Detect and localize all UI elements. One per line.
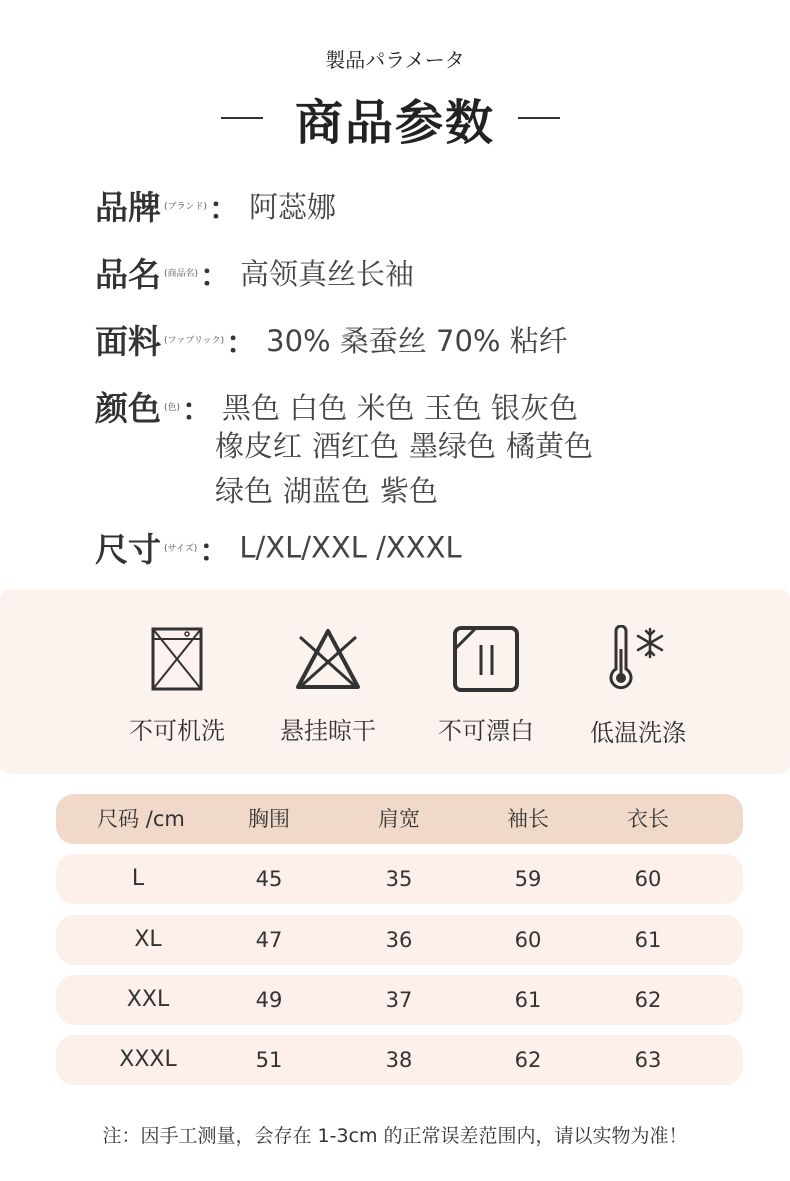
care-label: 不可漂白 (438, 717, 534, 745)
table-header-cell: 袖长 (507, 807, 549, 831)
low-temperature-icon (604, 625, 672, 695)
param-color-label: 颜色 (95, 389, 161, 428)
param-color-line-2 (215, 424, 603, 465)
param-color-colon: ： (182, 392, 213, 428)
param-color (95, 383, 578, 430)
table-header-cell: 肩宽 (378, 807, 420, 831)
param-color-line-3 (215, 469, 448, 510)
param-size-colon: ： (199, 533, 230, 569)
color-option: 白色 (289, 391, 348, 425)
color-option: 湖蓝色 (283, 474, 371, 508)
table-cell: 45 (255, 867, 283, 891)
care-label: 悬挂晾干 (280, 717, 376, 745)
param-size (95, 524, 462, 571)
param-name-small: (商品名) (164, 269, 199, 279)
param-name-colon: ： (200, 258, 231, 294)
color-option: 绿色 (215, 474, 274, 508)
page-subtitle: 製品パラメータ (325, 48, 465, 72)
table-cell: 62 (514, 1048, 542, 1072)
size-table-header (56, 794, 743, 844)
table-cell-size: XXXL (119, 1047, 177, 1072)
table-row (56, 854, 743, 904)
table-header-cell: 胸围 (248, 807, 290, 831)
table-cell: 62 (634, 988, 662, 1012)
color-option: 紫色 (380, 474, 439, 508)
care-item-hang-dry (248, 625, 408, 746)
param-fabric-label: 面料 (95, 322, 161, 361)
param-color-line-1 (222, 391, 578, 425)
table-cell: 51 (255, 1048, 283, 1072)
param-name-value: 高领真丝长袖 (240, 257, 415, 291)
table-row (56, 1035, 743, 1085)
care-item-low-temperature (558, 625, 718, 748)
table-cell: 59 (514, 867, 542, 891)
color-option: 黑色 (222, 391, 281, 425)
param-brand (95, 182, 336, 229)
table-header-cell: 衣长 (627, 807, 669, 831)
param-name-label: 品名 (95, 255, 161, 294)
table-cell: 61 (514, 988, 542, 1012)
param-size-value: L/XL/XXL /XXXL (239, 530, 462, 565)
care-label: 低温洗涤 (590, 719, 686, 747)
color-option: 酒红色 (312, 429, 400, 463)
table-cell: 47 (255, 928, 283, 952)
param-brand-label: 品牌 (95, 188, 161, 227)
care-panel (0, 589, 790, 774)
param-fabric-value: 30% 桑蚕丝 70% 粘纤 (266, 324, 568, 358)
table-cell-size: XXL (126, 987, 170, 1012)
param-name (95, 249, 414, 296)
table-cell: 49 (255, 988, 283, 1012)
color-option: 墨绿色 (409, 429, 497, 463)
param-brand-colon: ： (209, 191, 240, 227)
care-label: 不可机洗 (129, 717, 225, 745)
page-title: 商品参数 (294, 95, 495, 151)
table-cell-size: L (131, 866, 145, 891)
table-cell-size: XL (134, 927, 162, 952)
color-option: 橡皮红 (215, 429, 303, 463)
color-option: 橘黄色 (506, 429, 594, 463)
table-cell: 60 (634, 867, 662, 891)
param-fabric (95, 316, 568, 363)
no-bleach-icon (452, 625, 520, 693)
hang-dry-icon (294, 625, 362, 693)
table-cell: 36 (385, 928, 413, 952)
param-fabric-colon: ： (226, 325, 257, 361)
care-item-no-machine-wash (97, 625, 257, 746)
measurement-note: 注：因手工测量，会存在 1-3cm 的正常误差范围内，请以实物为准！ (102, 1125, 688, 1147)
color-option: 米色 (356, 391, 415, 425)
table-row (56, 975, 743, 1025)
param-fabric-small: (ファブリック) (164, 336, 225, 346)
table-header-cell: 尺码 /cm (97, 807, 185, 831)
table-cell: 61 (634, 928, 662, 952)
title-right-rule (518, 117, 560, 119)
table-row (56, 915, 743, 965)
param-size-label: 尺寸 (95, 530, 161, 569)
color-option: 玉色 (423, 391, 482, 425)
color-option: 银灰色 (490, 391, 578, 425)
no-machine-wash-icon (149, 625, 205, 693)
param-size-small: (サイズ) (164, 544, 198, 554)
table-cell: 35 (385, 867, 413, 891)
table-cell: 38 (385, 1048, 413, 1072)
table-cell: 63 (634, 1048, 662, 1072)
param-brand-value: 阿蕊娜 (249, 190, 337, 224)
care-item-no-bleach (406, 625, 566, 746)
param-brand-small: (ブランド) (164, 202, 208, 212)
table-cell: 60 (514, 928, 542, 952)
param-color-small: (色) (164, 403, 181, 413)
table-cell: 37 (385, 988, 413, 1012)
